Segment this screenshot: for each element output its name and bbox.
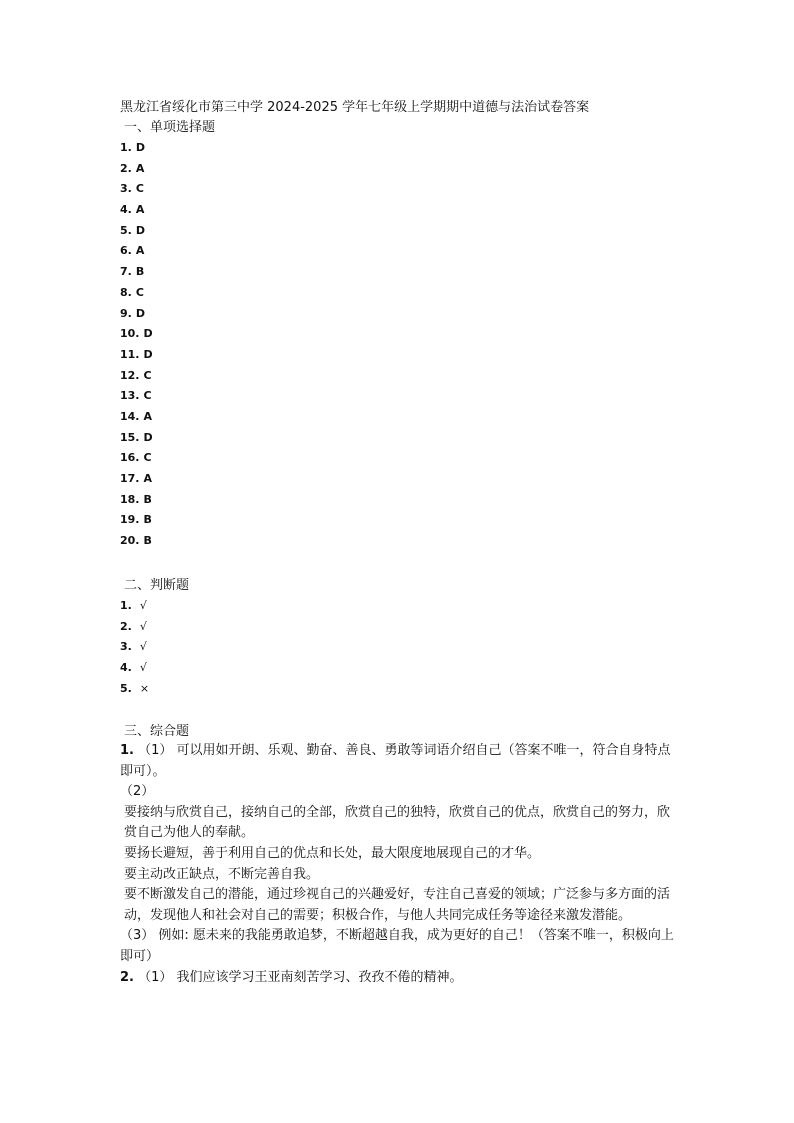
q2-part1 <box>120 968 676 989</box>
single-choice-question-number: 13. <box>120 389 140 403</box>
single-choice-question-number: 8. <box>120 285 132 299</box>
single-choice-answer-item <box>120 366 153 387</box>
true-false-answer-list <box>120 596 149 699</box>
q2-part1-text: （1） 我们应该学习王亚南刻苦学习、孜孜不倦的精神。 <box>138 969 463 985</box>
single-choice-answer-value: C <box>143 389 152 403</box>
single-choice-answer-item <box>120 304 153 325</box>
true-false-answer-item <box>120 658 149 679</box>
single-choice-question-number: 20. <box>120 534 140 548</box>
q1-part2-point-d: 要不断激发自己的潜能，通过珍视自己的兴趣爱好，专注自己喜爱的领域；广泛参与多方面的活动，发现他人和社会对自己的需要；积极合作，与他人共同完成任务等途径来激发潜能。 <box>124 887 671 923</box>
single-choice-answer-value: C <box>143 451 152 465</box>
single-choice-answer-item <box>120 159 153 180</box>
single-choice-answer-value: D <box>135 141 145 154</box>
true-false-answer-value: √ <box>139 619 147 633</box>
q1-part2-point-c: 要主动改正缺点，不断完善自我。 <box>124 866 320 882</box>
single-choice-answer-item <box>120 386 153 407</box>
single-choice-answer-value: D <box>143 430 153 444</box>
single-choice-answer-value: A <box>135 244 145 258</box>
single-choice-answer-item <box>120 179 153 200</box>
single-choice-question-number: 5. <box>120 223 132 237</box>
document-title: 黑龙江省绥化市第三中学 2024-2025 学年七年级上学期期中道德与法治试卷答案 <box>120 100 590 115</box>
true-false-answer-value: √ <box>139 640 147 654</box>
single-choice-answer-item <box>120 283 153 304</box>
single-choice-question-number: 14. <box>120 409 140 423</box>
single-choice-question-number: 1. <box>120 141 132 154</box>
single-choice-answer-value: B <box>143 513 152 527</box>
single-choice-answer-value: D <box>135 223 145 237</box>
single-choice-question-number: 9. <box>120 306 132 320</box>
single-choice-answer-value: B <box>135 265 145 279</box>
q1-part1-text: （1） 可以用如开朗、乐观、勤奋、善良、勇敢等词语介绍自己（答案不唯一，符合自身特点即可）。 <box>120 743 671 779</box>
true-false-answer-item <box>120 637 149 658</box>
single-choice-answer-list <box>120 138 153 552</box>
q1-part2-point-b: 要扬长避短，善于利用自己的优点和长处，最大限度地展现自己的才华。 <box>124 845 541 861</box>
single-choice-answer-value: A <box>143 409 153 423</box>
true-false-question-number: 1. <box>120 599 132 612</box>
single-choice-answer-item <box>120 510 153 531</box>
single-choice-question-number: 7. <box>120 265 132 279</box>
comprehensive-answers <box>120 741 676 988</box>
single-choice-answer-value: D <box>143 327 153 341</box>
single-choice-question-number: 18. <box>120 492 140 506</box>
single-choice-answer-value: A <box>143 472 153 485</box>
single-choice-answer-item <box>120 469 153 490</box>
single-choice-answer-value: A <box>135 161 145 175</box>
single-choice-question-number: 3. <box>120 182 132 196</box>
q2-number: 2. <box>120 969 134 985</box>
true-false-answer-item <box>120 596 149 617</box>
single-choice-answer-item <box>120 262 153 283</box>
section-heading-true-false: 二、判断题 <box>124 578 190 593</box>
q1-part2-point-a: 要接纳与欣赏自己，接纳自己的全部，欣赏自己的独特，欣赏自己的优点，欣赏自己的努力，欣赏自己为他人的奉献。 <box>124 804 671 841</box>
single-choice-question-number: 4. <box>120 203 132 217</box>
single-choice-question-number: 10. <box>120 327 140 341</box>
single-choice-question-number: 12. <box>120 368 140 382</box>
single-choice-answer-value: A <box>135 203 145 217</box>
true-false-answer-item <box>120 679 149 700</box>
single-choice-question-number: 15. <box>120 430 140 444</box>
true-false-answer-item <box>120 617 149 638</box>
single-choice-answer-value: D <box>135 306 145 320</box>
single-choice-answer-item <box>120 324 153 345</box>
single-choice-answer-item <box>120 200 153 221</box>
q1-part1 <box>120 741 676 782</box>
single-choice-answer-value: C <box>143 368 152 382</box>
true-false-answer-value: √ <box>139 599 147 612</box>
single-choice-answer-item <box>120 241 153 262</box>
single-choice-question-number: 17. <box>120 472 140 485</box>
single-choice-answer-item <box>120 407 153 428</box>
true-false-question-number: 2. <box>120 619 132 633</box>
q1-part2-label: （2） <box>120 784 155 800</box>
single-choice-answer-item <box>120 428 153 449</box>
q1-part3: （3） 例如: 愿未来的我能勇敢追梦，不断超越自我，成为更好的自己！（答案不唯一，积极向上即可） <box>120 928 674 964</box>
single-choice-answer-item <box>120 448 153 469</box>
single-choice-answer-item <box>120 138 153 159</box>
single-choice-answer-value: C <box>135 182 144 196</box>
q1-number: 1. <box>120 743 134 758</box>
single-choice-answer-value: B <box>143 534 152 548</box>
single-choice-answer-value: D <box>143 347 153 361</box>
single-choice-answer-value: C <box>135 285 144 299</box>
single-choice-answer-value: B <box>143 492 152 506</box>
single-choice-answer-item <box>120 490 153 511</box>
section-heading-single-choice: 一、单项选择题 <box>124 120 216 135</box>
true-false-question-number: 5. <box>120 681 132 695</box>
single-choice-answer-item <box>120 221 153 242</box>
single-choice-answer-item <box>120 345 153 366</box>
single-choice-question-number: 2. <box>120 161 132 175</box>
true-false-question-number: 4. <box>120 661 132 675</box>
single-choice-question-number: 16. <box>120 451 140 465</box>
single-choice-question-number: 11. <box>120 347 140 361</box>
single-choice-question-number: 19. <box>120 513 140 527</box>
true-false-answer-value: × <box>139 681 150 695</box>
single-choice-question-number: 6. <box>120 244 132 258</box>
section-heading-comprehensive: 三、综合题 <box>124 724 190 739</box>
single-choice-answer-item <box>120 531 153 552</box>
true-false-answer-value: √ <box>139 661 147 675</box>
true-false-question-number: 3. <box>120 640 132 654</box>
